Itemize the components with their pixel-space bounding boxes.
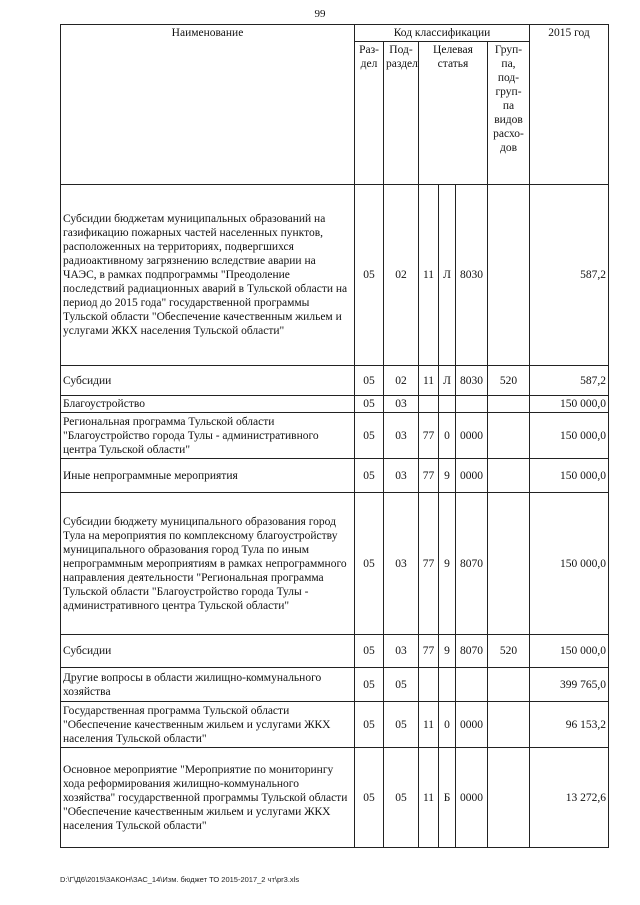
- row-subsection: 03: [384, 493, 419, 635]
- row-expense-group: [488, 668, 530, 702]
- row-amount: 96 153,2: [530, 702, 609, 748]
- header-year: 2015 год: [530, 25, 609, 185]
- row-target-direction: 0000: [456, 459, 488, 493]
- row-expense-group: [488, 702, 530, 748]
- table-row: [61, 702, 609, 748]
- table-row: [61, 413, 609, 459]
- row-target-direction: [456, 668, 488, 702]
- header-section: Раз- дел: [355, 42, 384, 185]
- header-classification: Код классификации: [355, 25, 530, 42]
- row-target-direction: 0000: [456, 702, 488, 748]
- row-name: Региональная программа Тульской области "Благоустройство города Тулы - административного центра Тульской области": [61, 413, 355, 459]
- row-expense-group: [488, 748, 530, 848]
- row-target-subprogram: Л: [439, 185, 456, 366]
- table-row: [61, 493, 609, 635]
- row-amount: 150 000,0: [530, 635, 609, 668]
- row-subsection: 05: [384, 668, 419, 702]
- row-target-program: 11: [419, 748, 439, 848]
- row-amount: 150 000,0: [530, 396, 609, 413]
- row-target-program: 77: [419, 459, 439, 493]
- row-target-direction: 8030: [456, 366, 488, 396]
- table-row: [61, 748, 609, 848]
- row-section: 05: [355, 493, 384, 635]
- row-subsection: 05: [384, 748, 419, 848]
- budget-table: [60, 24, 609, 848]
- row-name: Субсидии: [61, 635, 355, 668]
- row-section: 05: [355, 413, 384, 459]
- row-target-subprogram: [439, 668, 456, 702]
- row-section: 05: [355, 635, 384, 668]
- row-section: 05: [355, 459, 384, 493]
- table-body: [61, 185, 609, 848]
- row-target-program: 77: [419, 413, 439, 459]
- row-subsection: 03: [384, 413, 419, 459]
- row-subsection: 02: [384, 185, 419, 366]
- row-subsection: 02: [384, 366, 419, 396]
- table-row: [61, 459, 609, 493]
- header-target: Целевая статья: [419, 42, 488, 185]
- row-target-subprogram: 9: [439, 459, 456, 493]
- row-name: Субсидии: [61, 366, 355, 396]
- row-expense-group: [488, 185, 530, 366]
- row-subsection: 03: [384, 396, 419, 413]
- header-group: Груп- па, под- груп- па видов расхо- дов: [488, 42, 530, 185]
- header-name: Наименование: [61, 25, 355, 185]
- row-name: Государственная программа Тульской области "Обеспечение качественным жильем и услугами ЖКХ населения Тульской области": [61, 702, 355, 748]
- row-amount: 587,2: [530, 185, 609, 366]
- table-row: [61, 185, 609, 366]
- row-name: Субсидии бюджету муниципального образования город Тула на мероприятия по комплексному благоустройству муниципального образования город Тула по иным непрограммным мероприятиям в рамках непрограммного направления деятельности "Региональная программа Тульской области "Благоустройство города Тулы - административного центра Тульской области": [61, 493, 355, 635]
- row-expense-group: 520: [488, 635, 530, 668]
- row-target-program: [419, 396, 439, 413]
- row-target-subprogram: Б: [439, 748, 456, 848]
- row-target-program: 77: [419, 635, 439, 668]
- row-amount: 587,2: [530, 366, 609, 396]
- row-expense-group: [488, 493, 530, 635]
- row-amount: 150 000,0: [530, 493, 609, 635]
- row-target-program: [419, 668, 439, 702]
- row-expense-group: [488, 396, 530, 413]
- header-subsection: Под- раздел: [384, 42, 419, 185]
- row-amount: 399 765,0: [530, 668, 609, 702]
- row-target-subprogram: 0: [439, 702, 456, 748]
- row-amount: 13 272,6: [530, 748, 609, 848]
- row-section: 05: [355, 702, 384, 748]
- row-section: 05: [355, 396, 384, 413]
- row-section: 05: [355, 185, 384, 366]
- row-target-subprogram: [439, 396, 456, 413]
- row-name: Благоустройство: [61, 396, 355, 413]
- table-row: [61, 366, 609, 396]
- row-section: 05: [355, 668, 384, 702]
- row-target-program: 77: [419, 493, 439, 635]
- row-amount: 150 000,0: [530, 459, 609, 493]
- row-name: Основное мероприятие "Мероприятие по мониторингу хода реформирования жилищно-коммунального хозяйства" государственной программы Тульской области "Обеспечение качественным жильем и услугами ЖКХ населения Тульской области": [61, 748, 355, 848]
- row-target-program: 11: [419, 185, 439, 366]
- row-name: Субсидии бюджетам муниципальных образований на газификацию пожарных частей населенных пунктов, расположенных на территориях, подвергшихся радиоактивному загрязнению вследствие аварии на ЧАЭС, в рамках подпрограммы "Преодоление последствий радиационных аварий в Тульской области на период до 2015 года" государственной программы Тульской области "Обеспечение качественным жильем и услугами ЖКХ населения Тульской области": [61, 185, 355, 366]
- row-target-subprogram: Л: [439, 366, 456, 396]
- row-expense-group: [488, 413, 530, 459]
- row-target-direction: 0000: [456, 413, 488, 459]
- row-target-direction: 8030: [456, 185, 488, 366]
- row-section: 05: [355, 366, 384, 396]
- row-target-subprogram: 9: [439, 493, 456, 635]
- row-name: Иные непрограммные мероприятия: [61, 459, 355, 493]
- row-target-subprogram: 0: [439, 413, 456, 459]
- row-expense-group: [488, 459, 530, 493]
- file-path-footer: D:\Г\Д6\2015\ЗАКОН\ЗАС_14\Изм. бюджет ТО 2015-2017_2 чт\pr3.xls: [60, 875, 300, 884]
- table-row: [61, 635, 609, 668]
- table-row: [61, 668, 609, 702]
- row-target-program: 11: [419, 702, 439, 748]
- row-subsection: 03: [384, 459, 419, 493]
- row-section: 05: [355, 748, 384, 848]
- row-subsection: 05: [384, 702, 419, 748]
- row-name: Другие вопросы в области жилищно-коммунального хозяйства: [61, 668, 355, 702]
- row-target-direction: [456, 396, 488, 413]
- row-target-direction: 8070: [456, 635, 488, 668]
- row-target-program: 11: [419, 366, 439, 396]
- row-target-direction: 8070: [456, 493, 488, 635]
- page-number: 99: [314, 8, 326, 20]
- row-amount: 150 000,0: [530, 413, 609, 459]
- row-target-subprogram: 9: [439, 635, 456, 668]
- row-target-direction: 0000: [456, 748, 488, 848]
- row-subsection: 03: [384, 635, 419, 668]
- row-expense-group: 520: [488, 366, 530, 396]
- table-row: [61, 396, 609, 413]
